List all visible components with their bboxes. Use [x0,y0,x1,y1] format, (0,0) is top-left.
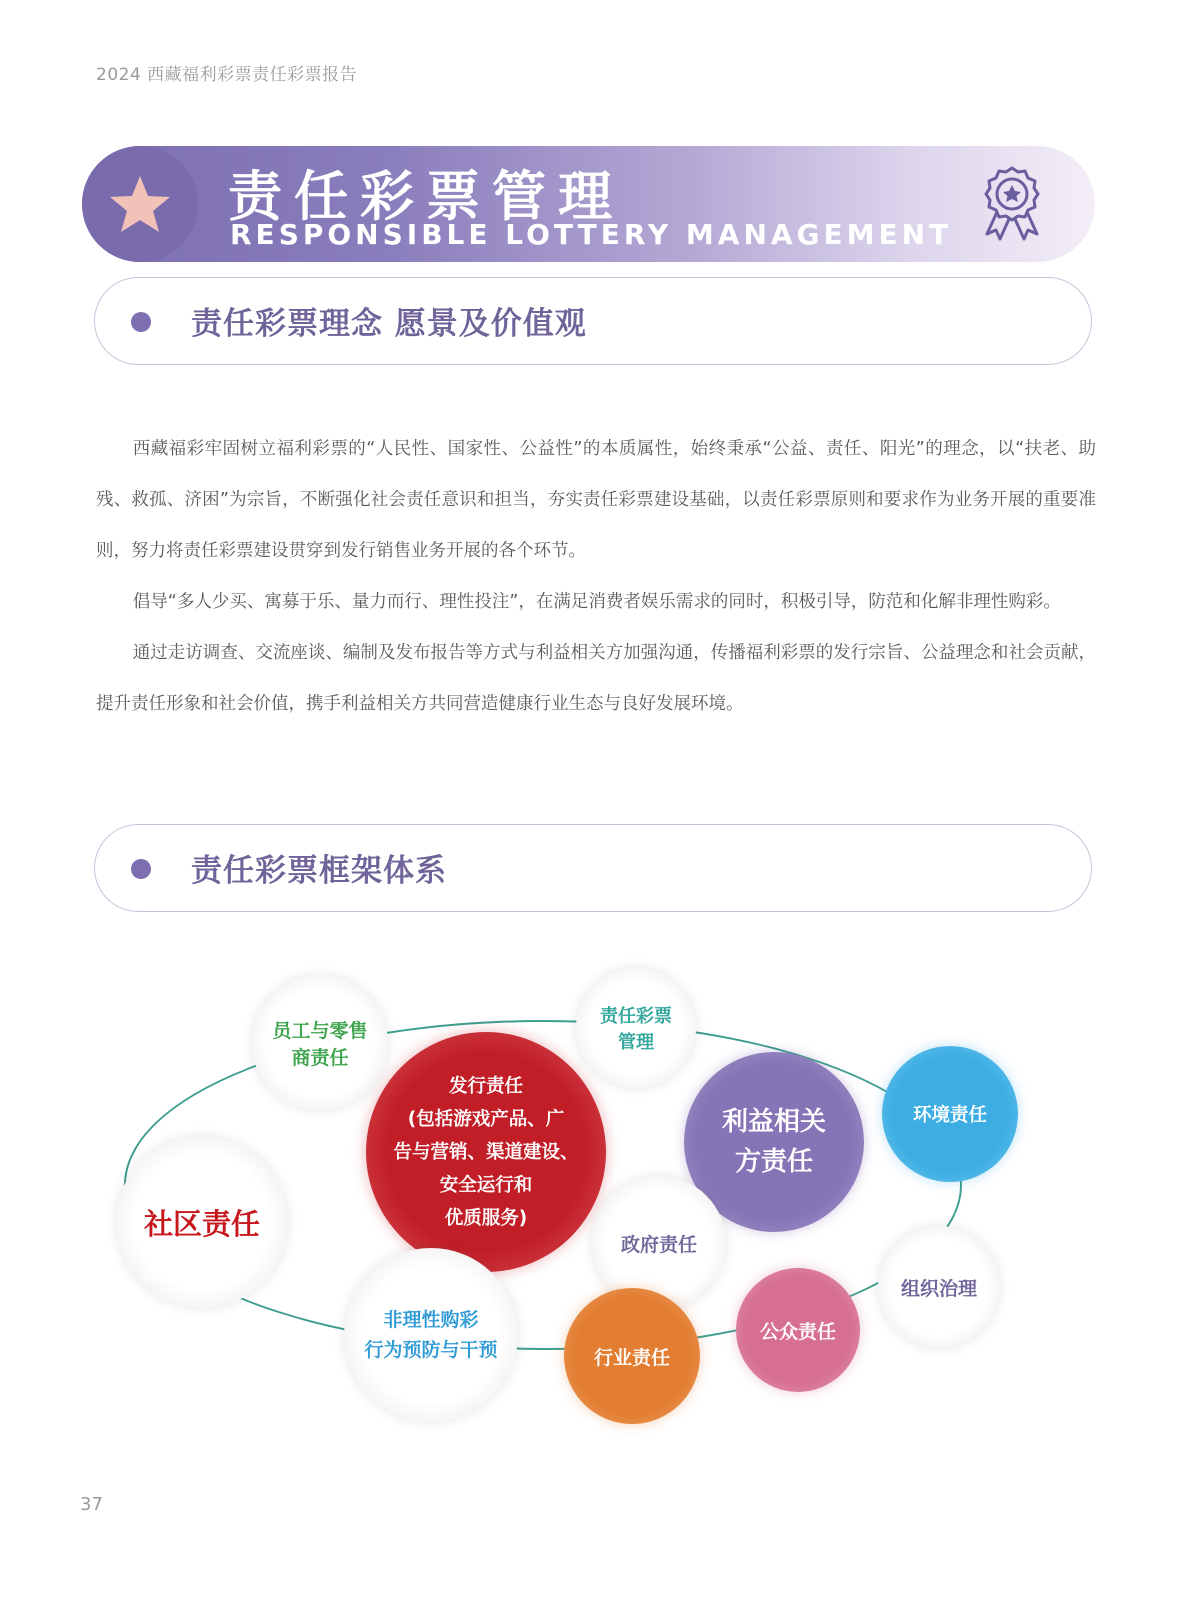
node-government: 政府责任 [592,1176,726,1310]
paragraph: 倡导“多人少买、寓募于乐、量力而行、理性投注”，在满足消费者娱乐需求的同时，积极引导，防范和化解非理性购彩。 [132,592,1061,612]
node-lottery-management: 责任彩票 管理 [576,968,696,1088]
node-stakeholder: 利益相关 方责任 [684,1052,864,1232]
framework-diagram [0,940,1191,1460]
report-header: 2024 西藏福利彩票责任彩票报告 [96,65,358,85]
page-number: 37 [80,1494,103,1515]
node-issuance: 发行责任 (包括游戏产品、广 告与营销、渠道建设、 安全运行和 优质服务) [366,1032,606,1272]
node-environment: 环境责任 [882,1046,1018,1182]
bullet-dot [131,859,151,879]
section-title: 责任彩票理念 愿景及价值观 [191,306,587,342]
title-banner [82,146,1095,262]
star-icon [108,172,172,236]
paragraph: 西藏福彩牢固树立福利彩票的“人民性、国家性、公益性”的本质属性，始终秉承“公益、责任、阳光”的理念，以“扶老、助残、救孤、济困”为宗旨，不断强化社会责任意识和担当，夯实责任彩票建设基础，以责任彩票原则和要求作为业务开展的重要准则，努力将责任彩票建设贯穿到发行销售业务开展的各个环节。 [96,439,1096,561]
node-employee-retailer: 员工与零售 商责任 [252,975,388,1111]
node-governance: 组织治理 [878,1226,1000,1348]
bullet-dot [131,312,151,332]
section-header-framework [94,824,1092,912]
page-subtitle: RESPONSIBLE LOTTERY MANAGEMENT [230,218,953,251]
section-header-philosophy [94,277,1092,365]
award-ribbon-icon [977,164,1047,246]
node-industry: 行业责任 [564,1288,700,1424]
section-title: 责任彩票框架体系 [191,853,447,889]
node-irrational-prevention: 非理性购彩 行为预防与干预 [344,1248,518,1422]
node-community: 社区责任 [116,1136,288,1308]
page-title: 责任彩票管理 [228,165,624,228]
node-public: 公众责任 [736,1268,860,1392]
banner-badge [82,146,198,262]
body-text [96,424,1096,730]
paragraph: 通过走访调查、交流座谈、编制及发布报告等方式与利益相关方加强沟通，传播福利彩票的发行宗旨、公益理念和社会贡献，提升责任形象和社会价值，携手利益相关方共同营造健康行业生态与良好发展环境。 [96,643,1096,714]
